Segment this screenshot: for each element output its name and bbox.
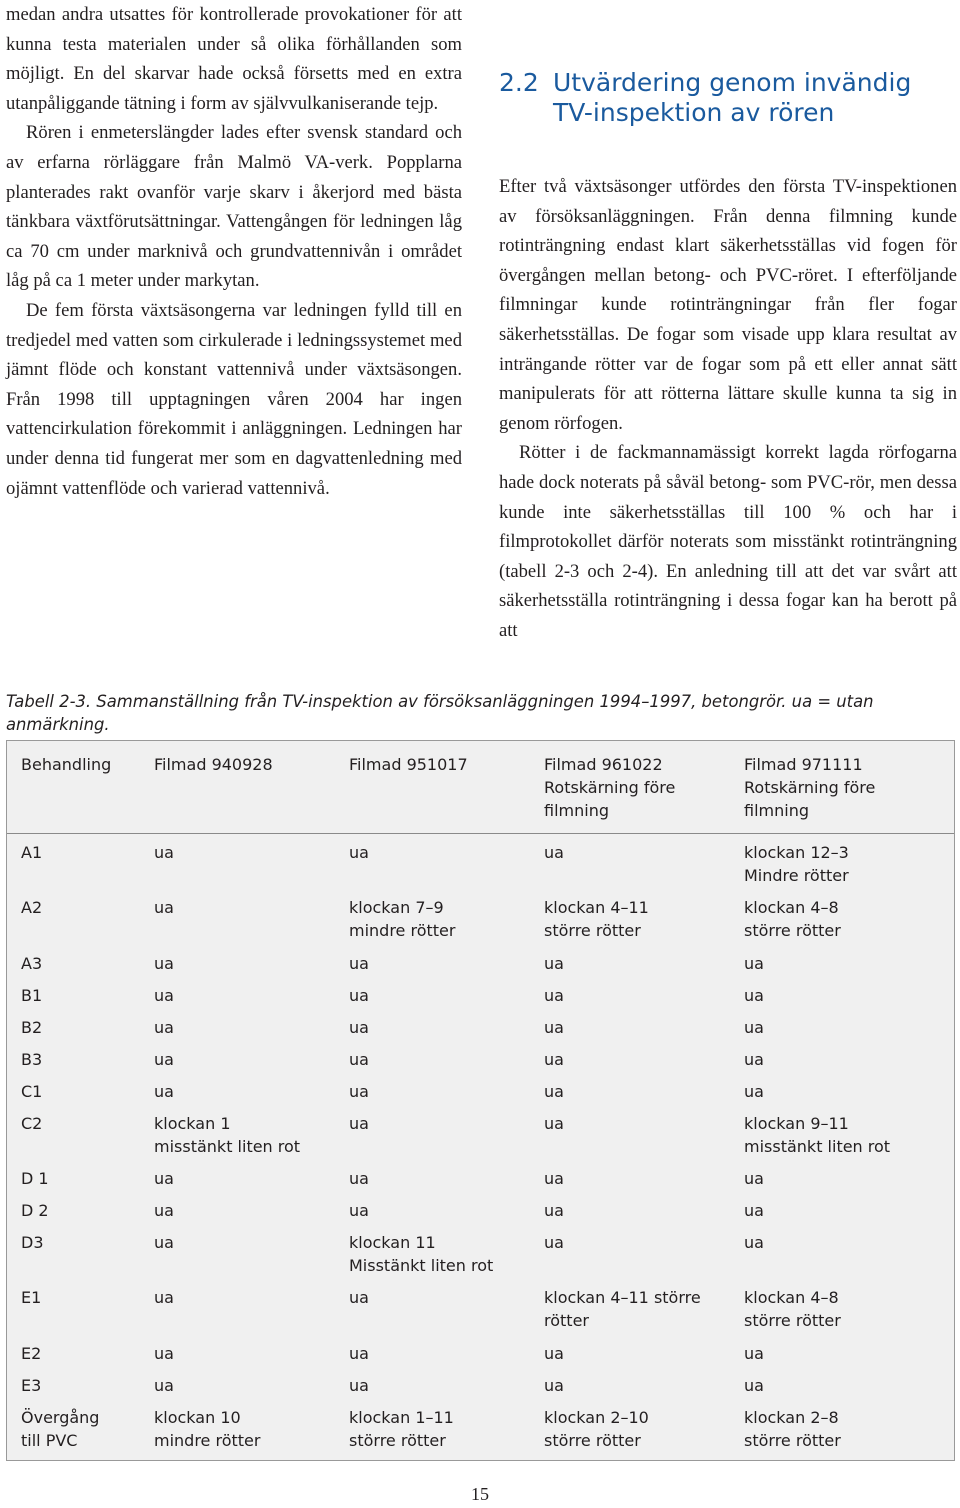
table-header-cell: Filmad 940928 (154, 755, 273, 774)
table-cell: klockan 1–11 större rötter (349, 1408, 454, 1450)
table-cell: ua (544, 986, 564, 1005)
table-header-cell: Filmad 971111 Rotskärning före filmning (744, 755, 876, 820)
table-cell: ua (744, 1169, 764, 1188)
table-cell: ua (744, 1018, 764, 1037)
table-cell: E2 (21, 1344, 42, 1363)
table-cell: B1 (21, 986, 43, 1005)
table-cell: ua (154, 843, 174, 862)
table-cell: ua (154, 1233, 174, 1252)
table-cell: ua (544, 1233, 564, 1252)
table-cell: ua (744, 1082, 764, 1101)
table-cell: ua (744, 1344, 764, 1363)
left-text-column (6, 0, 462, 503)
table-cell: ua (349, 1376, 369, 1395)
table-cell: ua (744, 986, 764, 1005)
table-cell: D 1 (21, 1169, 49, 1188)
table-header-cell: Filmad 951017 (349, 755, 468, 774)
table-cell: ua (544, 843, 564, 862)
table-cell: ua (544, 1050, 564, 1069)
table-cell: ua (349, 1344, 369, 1363)
body-paragraph: Rötter i de fackmannamässigt korrekt lagda rörfogarna hade dock noterats på såväl betong- som PVC-rör, men dessa kunde inte säkerhetsställas till 100 % och har i filmprotokollet därför noterats som misstänkt rotinträngning (tabell 2-3 och 2-4). En anledning till att det var svårt att säkerhetsställa rotinträngning i dessa fogar kan ha berott på att (499, 442, 957, 641)
table-cell: ua (154, 1018, 174, 1037)
page-number: 15 (471, 1484, 489, 1504)
table-cell: ua (744, 1201, 764, 1220)
table-cell: ua (544, 1201, 564, 1220)
table-cell: ua (349, 1201, 369, 1220)
table-cell: ua (154, 1344, 174, 1363)
table-cell: ua (349, 1082, 369, 1101)
body-paragraph: Rören i enmeterslängder lades efter svensk standard och av erfarna rörläggare från Malmö VA-verk. Popplarna planterades rakt ovanför varje skarv i åkerjord med bästa tänkbara växtförutsättningar. Vattengången för ledningen låg ca 70 cm under marknivå och grundvattennivån i området låg på ca 1 meter under markytan. (6, 122, 462, 292)
table-cell: ua (154, 1201, 174, 1220)
table-cell: ua (349, 954, 369, 973)
table-cell: ua (744, 1233, 764, 1252)
right-text-column (499, 172, 957, 646)
table-cell: ua (349, 1050, 369, 1069)
table-cell: ua (154, 1082, 174, 1101)
table-cell: klockan 4–11 större rötter (544, 1288, 701, 1330)
table-cell: ua (544, 1018, 564, 1037)
table-cell: klockan 1 misstänkt liten rot (154, 1114, 301, 1156)
table-cell: klockan 4–8 större rötter (744, 898, 841, 940)
table-cell: ua (349, 1018, 369, 1037)
table-cell: ua (349, 986, 369, 1005)
table-cell: A2 (21, 898, 43, 917)
section-title: Utvärdering genom invändig TV-inspektion av rören (553, 68, 912, 127)
table-header-cell: Behandling (21, 755, 112, 774)
table-cell: klockan 2–10 större rötter (544, 1408, 649, 1450)
table-cell: klockan 12–3 Mindre rötter (744, 843, 849, 885)
table-cell: ua (544, 1114, 564, 1133)
table-cell: ua (544, 954, 564, 973)
table-cell: ua (154, 1050, 174, 1069)
table-cell: klockan 4–11 större rötter (544, 898, 649, 940)
table-cell: klockan 7–9 mindre rötter (349, 898, 456, 940)
section-number: 2.2 (499, 68, 539, 97)
table-cell: ua (544, 1169, 564, 1188)
section-heading (499, 68, 959, 128)
table-cell: ua (154, 898, 174, 917)
table-cell: ua (154, 954, 174, 973)
table-cell: ua (744, 1050, 764, 1069)
table-cell: klockan 4–8 större rötter (744, 1288, 841, 1330)
table-cell: klockan 2–8 större rötter (744, 1408, 841, 1450)
table-cell: E1 (21, 1288, 42, 1307)
table-cell: ua (154, 1169, 174, 1188)
table-cell: ua (349, 843, 369, 862)
table-cell: ua (744, 954, 764, 973)
body-paragraph: Efter två växtsäsonger utfördes den första TV-inspektionen av försöksanläggningen. Från denna filmning kunde rotinträngning endast klart säkerhetsställas vid fogen för övergången mellan betong- och PVC-röret. I efterföljande filmningar kunde rotinträngningar från fler fogar säkerhetsställas. De fogar som visade upp klara resultat av inträngande rötter var de fogar som på ett eller annat sätt manipulerats för att rötterna lättare skulle kunna ta sig in genom rörfogen. (499, 176, 957, 434)
table-header-cell: Filmad 961022 Rotskärning före filmning (544, 755, 676, 820)
table-cell: A3 (21, 954, 43, 973)
table-cell: C1 (21, 1082, 43, 1101)
table-cell: A1 (21, 843, 43, 862)
table-cell: ua (154, 986, 174, 1005)
table-cell: ua (744, 1376, 764, 1395)
table-cell: B3 (21, 1050, 43, 1069)
body-paragraph: De fem första växtsäsongerna var ledningen fylld till en tredjedel med vatten som cirkulerade i ledningssystemet med jämnt flöde och konstant vattennivå under växtsäsongen. Från 1998 till upptagningen våren 2004 har ingen vattencirkulation förekommit i anläggningen. Ledningen har under denna tid fungerat mer som en dagvattenledning med ojämnt vattenflöde och varierad vattennivå. (6, 299, 462, 499)
table-cell: ua (544, 1344, 564, 1363)
table-cell: E3 (21, 1376, 42, 1395)
inspection-table (6, 740, 955, 1461)
table-cell: Övergång till PVC (21, 1408, 100, 1450)
table-cell: ua (154, 1376, 174, 1395)
table-cell: B2 (21, 1018, 43, 1037)
table-cell: klockan 10 mindre rötter (154, 1408, 261, 1450)
table-cell: ua (349, 1169, 369, 1188)
table-cell: D 2 (21, 1201, 49, 1220)
header-divider (7, 833, 954, 834)
table-cell: ua (544, 1082, 564, 1101)
table-cell: D3 (21, 1233, 44, 1252)
table-cell: C2 (21, 1114, 43, 1133)
table-cell: ua (154, 1288, 174, 1307)
body-paragraph: medan andra utsattes för kontrollerade provokationer för att kunna testa materialen under så olika förhållanden som möjligt. En del skarvar hade också försetts med en extra utanpåliggande tätning i form av självvulkaniserande tejp. (6, 4, 462, 114)
table-cell: ua (544, 1376, 564, 1395)
table-cell: ua (349, 1114, 369, 1133)
table-cell: klockan 11 Misstänkt liten rot (349, 1233, 494, 1275)
table-cell: klockan 9–11 misstänkt liten rot (744, 1114, 891, 1156)
table-caption: Tabell 2-3. Sammanställning från TV-inspektion av försöksanläggningen 1994–1997, betongrör. ua = utan anmärkning. (6, 692, 874, 734)
table-cell: ua (349, 1288, 369, 1307)
